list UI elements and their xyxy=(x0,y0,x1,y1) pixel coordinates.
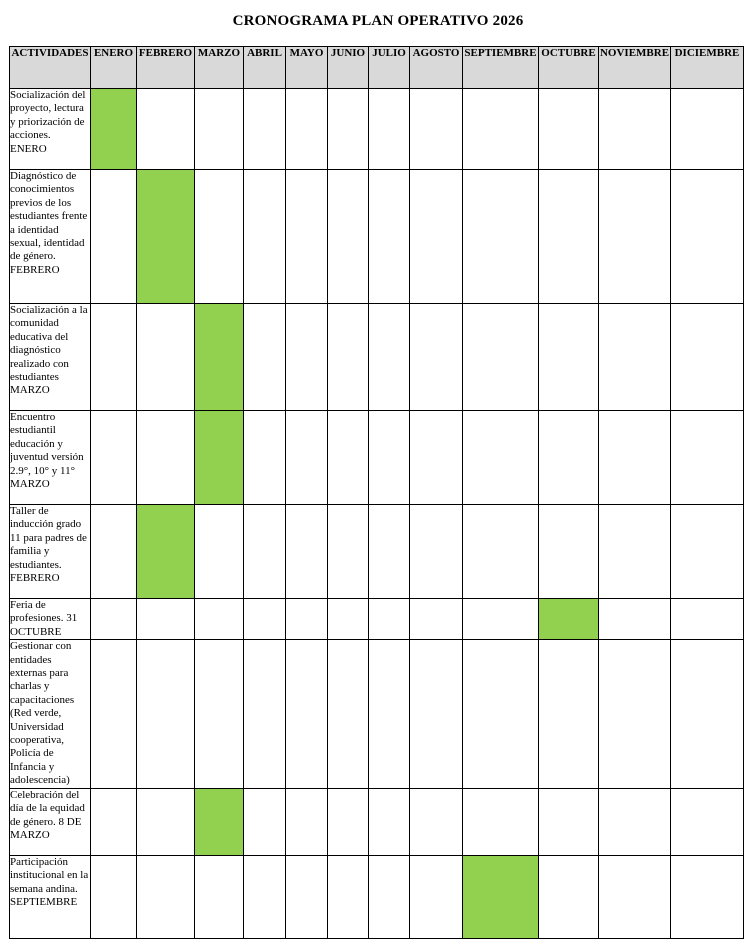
month-cell xyxy=(137,599,195,640)
month-cell xyxy=(671,411,744,505)
month-cell xyxy=(195,505,244,599)
month-cell xyxy=(137,788,195,855)
month-cell xyxy=(328,170,369,304)
month-cell xyxy=(286,505,328,599)
month-cell xyxy=(599,788,671,855)
month-cell xyxy=(410,599,463,640)
month-cell xyxy=(369,89,410,170)
header-month-octubre: OCTUBRE xyxy=(539,47,599,89)
month-cell xyxy=(286,304,328,411)
month-cell xyxy=(195,640,244,788)
month-cell xyxy=(671,304,744,411)
month-cell xyxy=(599,89,671,170)
header-row xyxy=(10,47,744,89)
month-cell xyxy=(463,505,539,599)
scheduled-month-cell xyxy=(195,788,244,855)
month-cell xyxy=(195,855,244,938)
month-cell xyxy=(137,640,195,788)
month-cell xyxy=(286,599,328,640)
month-cell xyxy=(244,640,286,788)
month-cell xyxy=(244,599,286,640)
activity-cell: Celebración del día de la equidad de género. 8 DE MARZO xyxy=(10,788,91,855)
month-cell xyxy=(244,505,286,599)
month-cell xyxy=(369,788,410,855)
month-cell xyxy=(671,505,744,599)
scheduled-month-cell xyxy=(539,599,599,640)
month-cell xyxy=(328,304,369,411)
month-cell xyxy=(410,505,463,599)
month-cell xyxy=(328,599,369,640)
month-cell xyxy=(369,411,410,505)
header-month-junio: JUNIO xyxy=(328,47,369,89)
month-cell xyxy=(328,89,369,170)
month-cell xyxy=(599,640,671,788)
month-cell xyxy=(410,304,463,411)
month-cell xyxy=(244,89,286,170)
month-cell xyxy=(463,411,539,505)
month-cell xyxy=(369,304,410,411)
month-cell xyxy=(286,89,328,170)
month-cell xyxy=(137,855,195,938)
header-month-abril: ABRIL xyxy=(244,47,286,89)
activity-cell: Feria de profesiones. 31 OCTUBRE xyxy=(10,599,91,640)
scheduled-month-cell xyxy=(195,411,244,505)
table-row xyxy=(10,411,744,505)
month-cell xyxy=(195,599,244,640)
month-cell xyxy=(244,855,286,938)
month-cell xyxy=(539,170,599,304)
month-cell xyxy=(539,788,599,855)
month-cell xyxy=(410,89,463,170)
schedule-body xyxy=(10,89,744,939)
header-month-enero: ENERO xyxy=(91,47,137,89)
month-cell xyxy=(137,411,195,505)
month-cell xyxy=(539,640,599,788)
header-month-noviembre: NOVIEMBRE xyxy=(599,47,671,89)
table-row xyxy=(10,640,744,788)
month-cell xyxy=(671,640,744,788)
month-cell xyxy=(463,640,539,788)
header-activities: ACTIVIDADES xyxy=(10,47,91,89)
month-cell xyxy=(328,505,369,599)
activity-cell: Participación institucional en la semana andina. SEPTIEMBRE xyxy=(10,855,91,938)
month-cell xyxy=(463,304,539,411)
header-month-septiembre: SEPTIEMBRE xyxy=(463,47,539,89)
month-cell xyxy=(91,788,137,855)
month-cell xyxy=(328,411,369,505)
table-row xyxy=(10,89,744,170)
month-cell xyxy=(410,170,463,304)
month-cell xyxy=(410,411,463,505)
activity-cell: Encuentro estudiantil educación y juventud versión 2.9°, 10° y 11° MARZO xyxy=(10,411,91,505)
month-cell xyxy=(671,170,744,304)
month-cell xyxy=(369,505,410,599)
month-cell xyxy=(369,640,410,788)
header-month-diciembre: DICIEMBRE xyxy=(671,47,744,89)
activity-cell: Taller de inducción grado 11 para padres de familia y estudiantes. FEBRERO xyxy=(10,505,91,599)
table-row xyxy=(10,599,744,640)
month-cell xyxy=(328,640,369,788)
scheduled-month-cell xyxy=(91,89,137,170)
scheduled-month-cell xyxy=(137,170,195,304)
month-cell xyxy=(671,788,744,855)
month-cell xyxy=(539,411,599,505)
month-cell xyxy=(463,170,539,304)
activity-cell: Diagnóstico de conocimientos previos de los estudiantes frente a identidad sexual, identidad de género. FEBRERO xyxy=(10,170,91,304)
month-cell xyxy=(286,170,328,304)
table-row xyxy=(10,788,744,855)
header-month-mayo: MAYO xyxy=(286,47,328,89)
table-row xyxy=(10,505,744,599)
month-cell xyxy=(286,640,328,788)
month-cell xyxy=(286,788,328,855)
month-cell xyxy=(671,599,744,640)
month-cell xyxy=(91,505,137,599)
schedule-table xyxy=(9,46,744,939)
document-title: CRONOGRAMA PLAN OPERATIVO 2026 xyxy=(232,13,524,29)
table-row xyxy=(10,855,744,938)
month-cell xyxy=(539,505,599,599)
month-cell xyxy=(539,855,599,938)
month-cell xyxy=(369,170,410,304)
table-row xyxy=(10,304,744,411)
month-cell xyxy=(328,855,369,938)
activity-cell: Gestionar con entidades externas para charlas y capacitaciones (Red verde, Universidad cooperativa, Policía de Infancia y adolescencia) xyxy=(10,640,91,788)
activity-cell: Socialización del proyecto, lectura y priorización de acciones. ENERO xyxy=(10,89,91,170)
month-cell xyxy=(91,170,137,304)
month-cell xyxy=(244,788,286,855)
month-cell xyxy=(671,855,744,938)
month-cell xyxy=(244,170,286,304)
month-cell xyxy=(410,640,463,788)
month-cell xyxy=(599,304,671,411)
month-cell xyxy=(539,89,599,170)
month-cell xyxy=(137,304,195,411)
month-cell xyxy=(539,304,599,411)
scheduled-month-cell xyxy=(195,304,244,411)
month-cell xyxy=(463,89,539,170)
month-cell xyxy=(91,599,137,640)
month-cell xyxy=(195,89,244,170)
activity-cell: Socialización a la comunidad educativa del diagnóstico realizado con estudiantes MARZO xyxy=(10,304,91,411)
month-cell xyxy=(91,640,137,788)
table-row xyxy=(10,170,744,304)
month-cell xyxy=(137,89,195,170)
header-month-marzo: MARZO xyxy=(195,47,244,89)
month-cell xyxy=(599,411,671,505)
month-cell xyxy=(244,304,286,411)
month-cell xyxy=(671,89,744,170)
month-cell xyxy=(328,788,369,855)
header-month-julio: JULIO xyxy=(369,47,410,89)
scheduled-month-cell xyxy=(137,505,195,599)
month-cell xyxy=(463,788,539,855)
month-cell xyxy=(463,599,539,640)
month-cell xyxy=(410,855,463,938)
month-cell xyxy=(369,855,410,938)
month-cell xyxy=(244,411,286,505)
month-cell xyxy=(91,855,137,938)
month-cell xyxy=(599,599,671,640)
month-cell xyxy=(369,599,410,640)
month-cell xyxy=(286,411,328,505)
month-cell xyxy=(599,855,671,938)
month-cell xyxy=(91,411,137,505)
month-cell xyxy=(410,788,463,855)
header-month-febrero: FEBRERO xyxy=(137,47,195,89)
scheduled-month-cell xyxy=(463,855,539,938)
header-month-agosto: AGOSTO xyxy=(410,47,463,89)
month-cell xyxy=(91,304,137,411)
month-cell xyxy=(599,505,671,599)
month-cell xyxy=(599,170,671,304)
month-cell xyxy=(195,170,244,304)
month-cell xyxy=(286,855,328,938)
